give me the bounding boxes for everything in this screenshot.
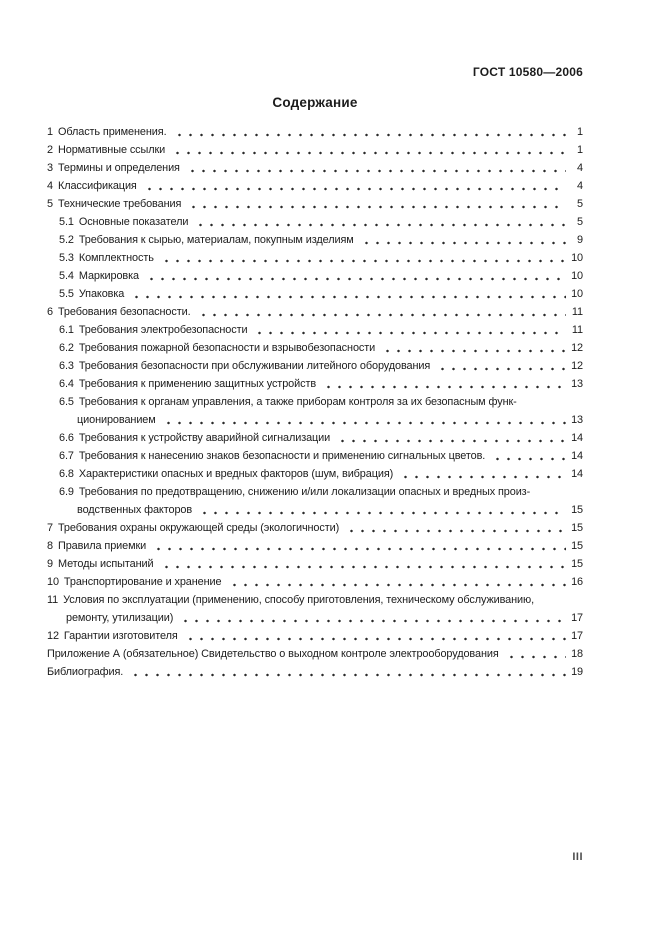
toc-entry (47, 483, 583, 519)
toc-entry (47, 447, 583, 465)
toc-line (47, 267, 583, 285)
toc-entry-page: 10 (571, 252, 583, 264)
toc-line (47, 555, 583, 573)
toc-entry-page: 11 (571, 306, 583, 318)
toc-entry-page: 15 (571, 540, 583, 552)
toc-entry-page: 10 (571, 288, 583, 300)
toc-entry-label: Приложение А (обязательное) Свидетельство о выходном контроле электрооборудования (47, 648, 499, 660)
toc-entry-number: 4 (47, 180, 53, 192)
toc-entry-label: Требования охраны окружающей среды (экологичности) (57, 522, 340, 534)
toc-line (47, 339, 583, 357)
toc-line (47, 591, 583, 609)
toc-entry-page: 1 (577, 126, 583, 138)
toc-entry-page: 13 (571, 378, 583, 390)
toc-entry-label: Требования пожарной безопасности и взрывобезопасности (78, 342, 376, 354)
toc-entry-number: 2 (47, 144, 53, 156)
page-number: III (572, 851, 583, 863)
toc-entry-number: 6.4 (59, 378, 74, 390)
dot-leader (172, 123, 566, 141)
dot-leader (161, 411, 566, 429)
toc-line (47, 285, 583, 303)
toc-entry (47, 141, 583, 159)
toc-entry-number: 5 (47, 198, 53, 210)
dot-leader (142, 177, 566, 195)
toc-entry-page: 4 (577, 162, 583, 174)
toc-entry-label: Термины и определения (57, 162, 180, 174)
toc-entry (47, 195, 583, 213)
toc-entry-label: Требования безопасности. (57, 306, 191, 318)
toc-entry-page: 9 (577, 234, 583, 246)
toc-entry-page: 17 (571, 630, 583, 642)
toc-entry-label: Правила приемки (57, 540, 147, 552)
toc-entry (47, 159, 583, 177)
toc-entry-label: Условия по эксплуатации (применению, способу приготовления, техническому обслуживанию, (63, 594, 535, 606)
toc-entry-label: Требования к сырью, материалам, покупным изделиям (78, 234, 354, 246)
toc-entry (47, 213, 583, 231)
toc-entry-page: 19 (571, 666, 583, 678)
dot-leader (380, 339, 566, 357)
toc-entry (47, 321, 583, 339)
toc-entry-page: 12 (571, 342, 583, 354)
toc-entry-label: Характеристики опасных и вредных факторов (шум, вибрация) (78, 468, 394, 480)
dot-leader (170, 141, 566, 159)
toc-entry-number: 3 (47, 162, 53, 174)
toc-entry-page: 16 (571, 576, 583, 588)
toc-entry-page: 1 (577, 144, 583, 156)
toc-entry-page: 15 (571, 522, 583, 534)
toc-entry-label: Требования безопасности при обслуживании литейного оборудования (78, 360, 431, 372)
toc-entry-number: 5.2 (59, 234, 74, 246)
toc-line (47, 393, 583, 411)
toc-entry (47, 177, 583, 195)
toc-entry (47, 465, 583, 483)
toc-entry-number: 1 (47, 126, 53, 138)
toc-line (47, 177, 583, 195)
toc-entry (47, 303, 583, 321)
toc-entry-label: Требования к применению защитных устройств (78, 378, 317, 390)
toc-entry-page: 10 (571, 270, 583, 282)
toc-entry-number: 6 (47, 306, 53, 318)
toc-entry-number: 6.7 (59, 450, 74, 462)
toc-entry-page: 14 (571, 450, 583, 462)
dot-leader (227, 573, 567, 591)
toc-entry-label: Классификация (57, 180, 137, 192)
toc-entry-label-continuation: водственных факторов (77, 504, 193, 516)
dot-leader (128, 663, 566, 681)
toc-line (47, 321, 583, 339)
toc-entry (47, 663, 583, 681)
toc-entry-page: 13 (571, 414, 583, 426)
toc-entry (47, 231, 583, 249)
toc-entry (47, 555, 583, 573)
toc-line (47, 249, 583, 267)
toc-entry-label: Методы испытаний (57, 558, 154, 570)
dot-leader (183, 627, 566, 645)
toc-entry (47, 627, 583, 645)
toc-entry (47, 429, 583, 447)
toc-entry-page: 17 (571, 612, 583, 624)
toc-line-continuation (47, 411, 583, 429)
toc-entry-label-continuation: ремонту, утилизации) (66, 612, 174, 624)
dot-leader (144, 267, 566, 285)
toc-line (47, 537, 583, 555)
dot-leader (490, 447, 566, 465)
toc-line (47, 465, 583, 483)
toc-line (47, 447, 583, 465)
toc-line (47, 231, 583, 249)
document-header (47, 66, 583, 79)
toc-entry-number: 6.6 (59, 432, 74, 444)
dot-leader (435, 357, 566, 375)
dot-leader (151, 537, 566, 555)
toc-line (47, 429, 583, 447)
toc-entry-number: 8 (47, 540, 53, 552)
toc-entry (47, 519, 583, 537)
toc-line (47, 483, 583, 501)
toc-line (47, 213, 583, 231)
toc-entry (47, 123, 583, 141)
toc-entry (47, 357, 583, 375)
dot-leader (159, 249, 566, 267)
toc-entry-number: 6.3 (59, 360, 74, 372)
dot-leader (321, 375, 566, 393)
toc-entry-label: Маркировка (78, 270, 139, 282)
toc-line (47, 195, 583, 213)
toc-entry (47, 537, 583, 555)
toc-entry (47, 249, 583, 267)
toc-entry-number: 12 (47, 630, 59, 642)
toc-entry-number: 6.5 (59, 396, 74, 408)
table-of-contents (47, 123, 583, 681)
toc-entry-page: 14 (571, 468, 583, 480)
toc-entry-label-continuation: ционированием (77, 414, 156, 426)
toc-entry-number: 6.8 (59, 468, 74, 480)
toc-entry (47, 591, 583, 627)
toc-entry-number: 6.9 (59, 486, 74, 498)
toc-entry-page: 5 (577, 198, 583, 210)
toc-entry (47, 573, 583, 591)
toc-entry-label: Требования к органам управления, а также приборам контроля за их безопасным функ- (78, 396, 517, 408)
toc-entry (47, 339, 583, 357)
toc-entry-label: Требования к устройству аварийной сигнализации (78, 432, 331, 444)
toc-entry-label: Требования электробезопасности (78, 324, 248, 336)
toc-entry-page: 14 (571, 432, 583, 444)
toc-entry-page: 5 (577, 216, 583, 228)
toc-entry-label: Библиография. (47, 666, 124, 678)
toc-entry-number: 9 (47, 558, 53, 570)
toc-line (47, 357, 583, 375)
page-title: Содержание (272, 95, 358, 110)
toc-line (47, 303, 583, 321)
toc-entry (47, 285, 583, 303)
toc-entry-label: Основные показатели (78, 216, 189, 228)
dot-leader (335, 429, 566, 447)
toc-line (47, 159, 583, 177)
page-footer (47, 851, 583, 863)
toc-entry-number: 5.1 (59, 216, 74, 228)
dot-leader (159, 555, 566, 573)
toc-entry-page: 12 (571, 360, 583, 372)
dot-leader (178, 609, 566, 627)
toc-entry-page: 15 (571, 504, 583, 516)
toc-line-continuation (47, 501, 583, 519)
toc-entry (47, 645, 583, 663)
toc-entry-number: 7 (47, 522, 53, 534)
toc-entry-number: 5.4 (59, 270, 74, 282)
toc-entry-number: 5.5 (59, 288, 74, 300)
dot-leader (196, 303, 566, 321)
toc-line (47, 573, 583, 591)
toc-line (47, 663, 583, 681)
dot-leader (186, 195, 566, 213)
toc-entry-label: Упаковка (78, 288, 125, 300)
toc-line (47, 645, 583, 663)
toc-entry-label: Транспортирование и хранение (63, 576, 222, 588)
dot-leader (185, 159, 566, 177)
toc-entry-label: Требования по предотвращению, снижению и/или локализации опасных и вредных произ- (78, 486, 531, 498)
dot-leader (129, 285, 566, 303)
toc-line (47, 627, 583, 645)
toc-entry-page: 11 (571, 324, 583, 336)
toc-line (47, 123, 583, 141)
dot-leader (504, 645, 566, 663)
toc-entry-label: Гарантии изготовителя (63, 630, 178, 642)
toc-entry-label: Нормативные ссылки (57, 144, 166, 156)
toc-entry-label: Область применения. (57, 126, 167, 138)
toc-entry-number: 10 (47, 576, 59, 588)
dot-leader (193, 213, 566, 231)
dot-leader (344, 519, 566, 537)
dot-leader (359, 231, 566, 249)
toc-entry (47, 267, 583, 285)
toc-entry-number: 6.1 (59, 324, 74, 336)
toc-entry-page: 4 (577, 180, 583, 192)
toc-entry-page: 15 (571, 558, 583, 570)
toc-entry-label: Технические требования (57, 198, 182, 210)
dot-leader (197, 501, 566, 519)
toc-line (47, 519, 583, 537)
toc-entry-label: Требования к нанесению знаков безопасности и применению сигнальных цветов. (78, 450, 486, 462)
toc-entry-number: 6.2 (59, 342, 74, 354)
document-code: ГОСТ 10580—2006 (472, 65, 583, 79)
dot-leader (398, 465, 566, 483)
toc-entry-page: 18 (571, 648, 583, 660)
toc-line (47, 141, 583, 159)
toc-entry (47, 375, 583, 393)
toc-line (47, 375, 583, 393)
toc-entry-label: Комплектность (78, 252, 154, 264)
toc-entry (47, 393, 583, 429)
toc-entry-number: 5.3 (59, 252, 74, 264)
toc-line-continuation (47, 609, 583, 627)
dot-leader (252, 321, 566, 339)
toc-entry-number: 11 (47, 594, 59, 606)
